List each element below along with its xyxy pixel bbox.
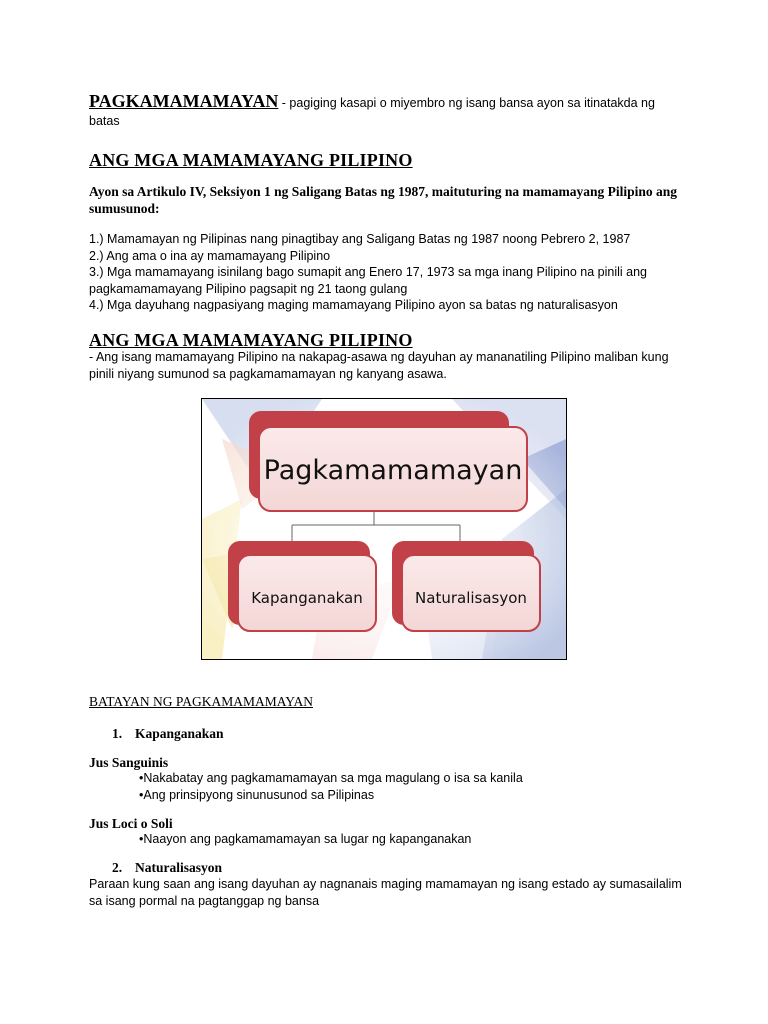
section1-list [89, 231, 679, 314]
batayan-heading: BATAYAN NG PAGKAMAMAMAYAN [89, 694, 313, 709]
item-label: Naturalisasyon [135, 860, 223, 875]
section2-heading: ANG MGA MAMAMAYANG PILIPINO [89, 330, 413, 350]
section1-heading: ANG MGA MAMAMAYANG PILIPINO [89, 150, 413, 170]
jus-sanguinis-title: Jus Sanguinis [89, 755, 169, 770]
list-item: 4.) Mga dayuhang nagpasiyang maging mamamayang Pilipino ayon sa batas ng naturalisasyon [89, 298, 618, 312]
jus-loci-bullets [89, 831, 689, 848]
jus-loci-title: Jus Loci o Soli [89, 816, 173, 831]
batayan-item-1 [89, 726, 224, 742]
naturalisasyon-text: Paraan kung saan ang isang dayuhan ay nagnanais maging mamamayan ng isang estado ay sumasailalim sa isang pormal na pagtanggap ng bansa [89, 877, 682, 908]
child-node-kapanganakan [228, 541, 376, 631]
list-item: 1.) Mamamayan ng Pilipinas nang pinagtibay ang Saligang Batas ng 1987 noong Pebrero 2, 1987 [89, 232, 631, 246]
root-node [249, 411, 527, 511]
diagram-svg [202, 399, 566, 659]
list-item: •Naayon ang pagkamamamayan sa lugar ng kapanganakan [139, 832, 472, 846]
list-item: •Ang prinsipyong sinunusunod sa Pilipinas [139, 788, 375, 802]
item-number: 2. [112, 860, 123, 875]
section2-text: - Ang isang mamamayang Pilipino na nakapag-asawa ng dayuhan ay mananatiling Pilipino maliban kung pinili niyang sumunod sa pagkamamamayan ng kanyang asawa. [89, 350, 669, 381]
list-item: •Nakabatay ang pagkamamamayan sa mga magulang o isa sa kanila [139, 771, 523, 785]
child-label: Naturalisasyon [415, 589, 527, 607]
batayan-item-2 [89, 860, 222, 876]
section1-intro: Ayon sa Artikulo IV, Seksiyon 1 ng Saligang Batas ng 1987, maituturing na mamamayang Pilipino ang sumusunod: [89, 184, 677, 216]
jus-sanguinis-bullets [89, 770, 689, 804]
definition-paragraph [89, 93, 679, 130]
item-label: Kapanganakan [135, 726, 224, 741]
definition-term: PAGKAMAMAMAYAN [89, 91, 279, 111]
child-node-naturalisasyon [392, 541, 540, 631]
root-label: Pagkamamamayan [263, 455, 523, 486]
list-item: 2.) Ang ama o ina ay mamamayang Pilipino [89, 248, 331, 263]
citizenship-diagram [201, 398, 567, 660]
list-item: 3.) Mga mamamayang isinilang bago sumapit ang Enero 17, 1973 sa mga inang Pilipino na pinili ang pagkamamamayang Pilipino pagsapit ng 21 taong gulang [89, 265, 647, 296]
item-number: 1. [112, 726, 123, 741]
child-label: Kapanganakan [251, 589, 363, 607]
definition-text: - pagiging kasapi o miyembro ng isang bansa ayon sa itinatakda ng batas [89, 96, 655, 128]
